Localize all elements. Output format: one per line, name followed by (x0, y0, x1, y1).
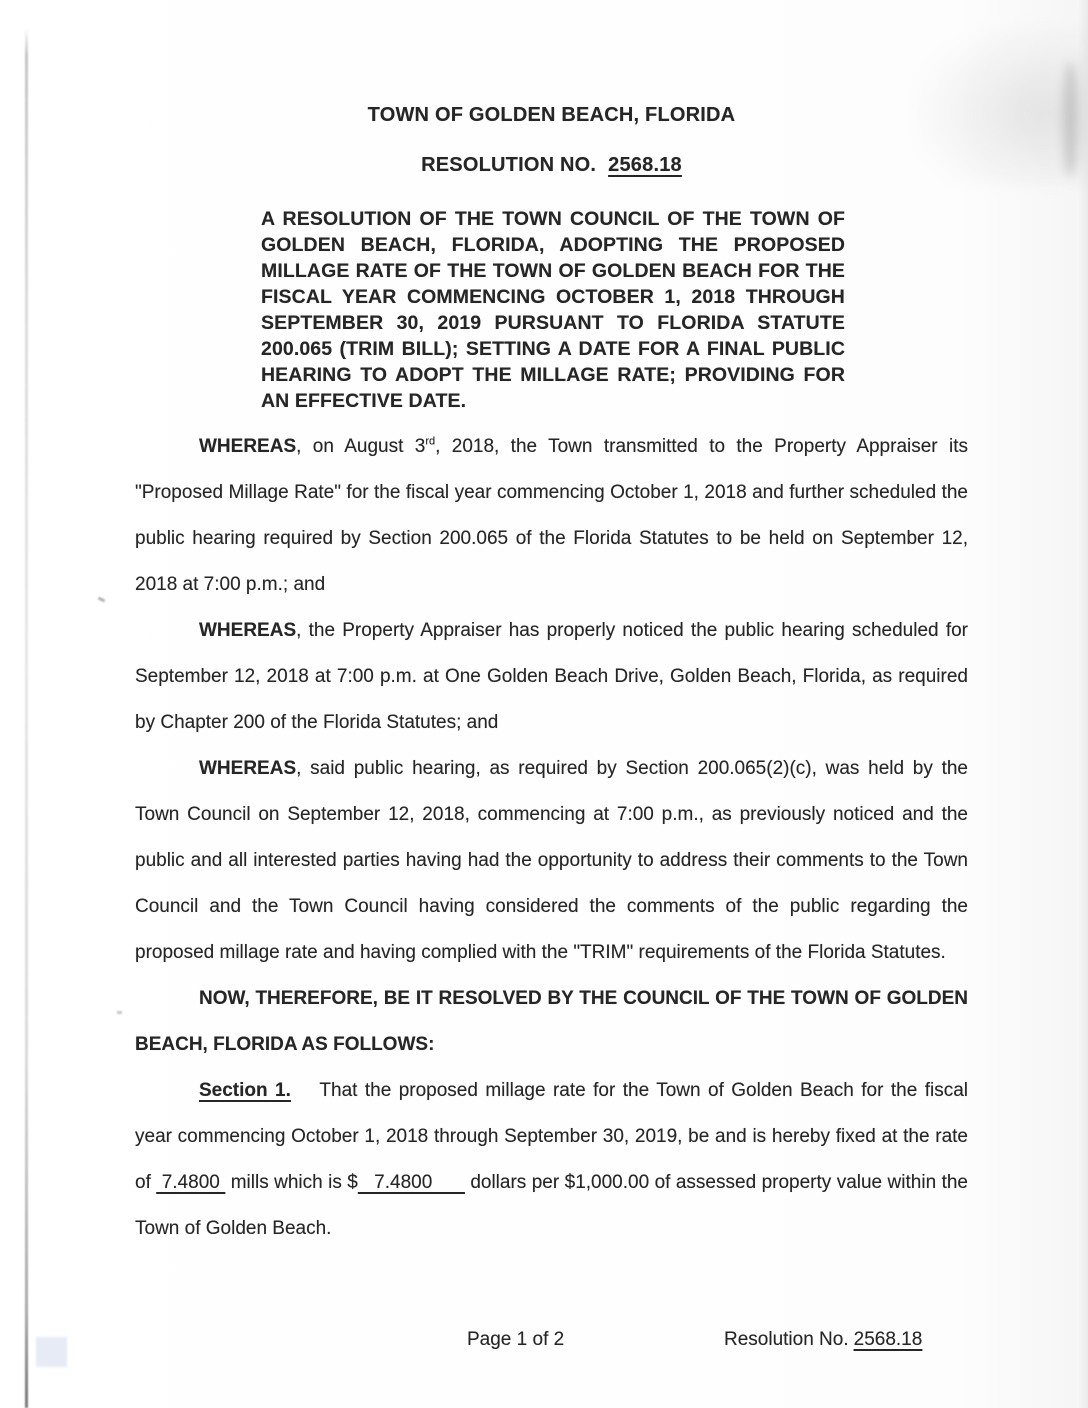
document-title: TOWN OF GOLDEN BEACH, FLORIDA (367, 104, 736, 126)
scan-blob-artifact (36, 1337, 67, 1367)
section-1-clause: Section 1. That the proposed millage rate for the Town of Golden Beach for the fiscal year commencing October 1, 2018 through September 30, 2019, be and is hereby fixed at the rate of 7.4800 mills which is $ 7.4800 dollars per $1,000.00 of assessed property value within the Town of Golden Beach. (135, 1080, 968, 1239)
whereas-clause-2: WHEREAS, the Property Appraiser has properly noticed the public hearing scheduled for September 12, 2018 at 7:00 p.m. at One Golden Beach Drive, Golden Beach, Florida, as required by Chapter 200 of the Florida Statutes; and (135, 620, 968, 733)
resolution-label: RESOLUTION NO. (421, 154, 597, 176)
whereas-clause-3: WHEREAS, said public hearing, as required by Section 200.065(2)(c), was held by the Town Council on September 12, 2018, commencing at 7:00 p.m., as previously noticed and the public and all interested parties having had the opportunity to address their comments to the Town Council and the Town Council having considered the comments of the public regarding the proposed millage rate and having complied with the "TRIM" requirements of the Florida Statutes. (135, 758, 968, 963)
body-paragraphs (135, 424, 968, 1252)
scan-line-artifact (25, 28, 28, 1408)
footer-resolution-number: 2568.18 (853, 1329, 923, 1350)
resolution-number: 2568.18 (608, 154, 682, 176)
whereas-clause-1: WHEREAS, on August 3rd, 2018, the Town transmitted to the Property Appraiser its "Proposed Millage Rate" for the fiscal year commencing October 1, 2018 and further scheduled the public hearing required by Section 200.065 of the Florida Statutes to be held on September 12, 2018 at 7:00 p.m.; and (135, 435, 969, 595)
footer-resolution-ref (724, 1329, 922, 1351)
scan-shadow-artifact (1063, 62, 1078, 177)
footer-page-indicator: Page 1 of 2 (467, 1329, 565, 1350)
scan-speck-artifact (98, 597, 106, 603)
document-content (135, 104, 968, 1252)
resolution-subject-block: A RESOLUTION OF THE TOWN COUNCIL OF THE TOWN OF GOLDEN BEACH, FLORIDA, ADOPTING THE PROPOSED MILLAGE RATE OF THE TOWN OF GOLDEN BEACH FOR THE FISCAL YEAR COMMENCING OCTOBER 1, 2018 THROUGH SEPTEMBER 30, 2019 PURSUANT TO FLORIDA STATUTE 200.065 (TRIM BILL); SETTING A DATE FOR A FINAL PUBLIC HEARING TO ADOPT THE MILLAGE RATE; PROVIDING FOR AN EFFECTIVE DATE. (261, 208, 845, 412)
page-edge-shading (1078, 0, 1088, 1408)
resolution-heading (135, 154, 968, 176)
scan-speck-artifact (117, 1011, 122, 1014)
footer-resolution-label: Resolution No. (724, 1329, 849, 1350)
resolved-clause: NOW, THEREFORE, BE IT RESOLVED BY THE COUNCIL OF THE TOWN OF GOLDEN BEACH, FLORIDA AS FOLLOWS: (135, 988, 968, 1055)
